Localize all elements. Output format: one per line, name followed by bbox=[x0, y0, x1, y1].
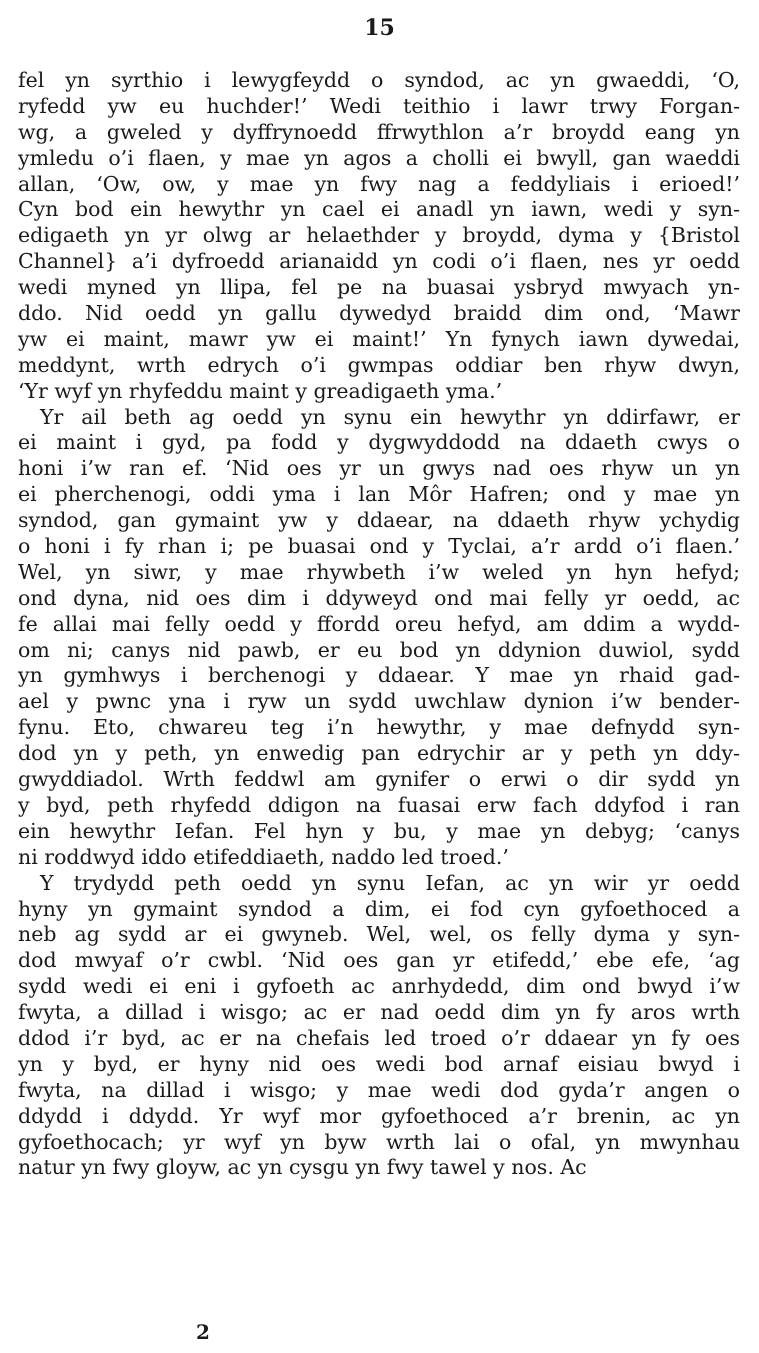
body-text bbox=[18, 68, 740, 1181]
text-line: ein hewythr Iefan. Fel hyn y bu, y mae yn debyg; ‘canys bbox=[18, 818, 740, 843]
text-line: sydd wedi ei eni i gyfoeth ac anrhydedd, dim ond bwyd i’w bbox=[18, 974, 740, 999]
text-line: ddo. Nid oedd yn gallu dywedyd braidd dim ond, ‘Mawr bbox=[18, 301, 740, 326]
text-line: natur yn fwy gloyw, ac yn cysgu yn fwy tawel y nos. Ac bbox=[18, 1155, 587, 1180]
text-line: gwyddiadol. Wrth feddwl am gynifer o erwi o dir sydd yn bbox=[18, 767, 740, 792]
text-line: gyfoethocach; yr wyf yn byw wrth lai o ofal, yn mwynhau bbox=[18, 1129, 740, 1154]
text-line: syndod, gan gymaint yw y ddaear, na ddaeth rhyw ychydig bbox=[18, 508, 740, 533]
text-line: wg, a gweled y dyffrynoedd ffrwythlon a’r broydd eang yn bbox=[18, 119, 740, 144]
text-line: y byd, peth rhyfedd ddigon na fuasai erw fach ddyfod i ran bbox=[18, 792, 740, 817]
text-line: fwyta, a dillad i wisgo; ac er nad oedd dim yn fy aros wrth bbox=[18, 1000, 740, 1025]
text-line: ael y pwnc yna i ryw un sydd uwchlaw dynion i’w bender- bbox=[18, 689, 740, 714]
text-line: honi i’w ran ef. ‘Nid oes yr un gwys nad oes rhyw un yn bbox=[18, 456, 740, 481]
text-line: ddydd i ddydd. Yr wyf mor gyfoethoced a’r brenin, ac yn bbox=[18, 1103, 740, 1128]
signature-mark: 2 bbox=[196, 1320, 210, 1344]
text-line: ddod i’r byd, ac er na chefais led troed o’r ddaear yn fy oes bbox=[18, 1025, 740, 1050]
text-line: allan, ‘Ow, ow, y mae yn fwy nag a feddyliais i erioed!’ bbox=[18, 171, 740, 196]
text-line: yn gymhwys i berchenogi y ddaear. Y mae yn rhaid gad- bbox=[18, 663, 740, 688]
text-line: ei maint i gyd, pa fodd y dygwyddodd na ddaeth cwys o bbox=[18, 430, 740, 455]
paragraph bbox=[18, 68, 740, 405]
text-line: ond dyna, nid oes dim i ddyweyd ond mai felly yr oedd, ac bbox=[18, 585, 740, 610]
text-line: hyny yn gymaint syndod a dim, ei fod cyn gyfoethoced a bbox=[18, 896, 740, 921]
text-line: dod mwyaf o’r cwbl. ‘Nid oes gan yr etifedd,’ ebe efe, ‘ag bbox=[18, 948, 740, 973]
text-line: Yr ail beth ag oedd yn synu ein hewythr yn ddirfawr, er bbox=[40, 404, 740, 429]
text-line: om ni; canys nid pawb, er eu bod yn ddynion duwiol, sydd bbox=[18, 637, 740, 662]
text-line: Cyn bod ein hewythr yn cael ei anadl yn iawn, wedi y syn- bbox=[18, 197, 740, 222]
text-line: wedi myned yn llipa, fel pe na buasai ysbryd mwyach yn- bbox=[18, 275, 740, 300]
text-line: fynu. Eto, chwareu teg i’n hewythr, y mae defnydd syn- bbox=[18, 715, 740, 740]
text-line: ei pherchenogi, oddi yma i lan Môr Hafren; ond y mae yn bbox=[18, 482, 740, 507]
text-line: meddynt, wrth edrych o’i gwmpas oddiar ben rhyw dwyn, bbox=[18, 352, 740, 377]
text-line: yn y byd, er hyny nid oes wedi bod arnaf eisiau bwyd i bbox=[18, 1051, 740, 1076]
page-number: 15 bbox=[364, 15, 395, 41]
text-line: o honi i fy rhan i; pe buasai ond y Tyclai, a’r ardd o’i flaen.’ bbox=[18, 534, 740, 559]
text-line: yw ei maint, mawr yw ei maint!’ Yn fynych iawn dywedai, bbox=[18, 326, 740, 351]
text-line: Y trydydd peth oedd yn synu Iefan, ac yn wir yr oedd bbox=[40, 870, 740, 895]
text-line: fwyta, na dillad i wisgo; y mae wedi dod gyda’r angen o bbox=[18, 1077, 740, 1102]
paragraph bbox=[18, 405, 740, 871]
text-line: fe allai mai felly oedd y ffordd oreu hefyd, am ddim a wydd- bbox=[18, 611, 740, 636]
text-line: ‘Yr wyf yn rhyfeddu maint y greadigaeth yma.’ bbox=[18, 378, 503, 403]
text-line: ymledu o’i flaen, y mae yn agos a cholli ei bwyll, gan waeddi bbox=[18, 145, 740, 170]
text-line: Channel} a’i dyfroedd arianaidd yn codi o’i flaen, nes yr oedd bbox=[18, 249, 740, 274]
text-line: ni roddwyd iddo etifeddiaeth, naddo led troed.’ bbox=[18, 844, 509, 869]
text-line: fel yn syrthio i lewygfeydd o syndod, ac yn gwaeddi, ‘O, bbox=[18, 68, 740, 92]
paragraph bbox=[18, 871, 740, 1182]
text-line: Wel, yn siwr, y mae rhywbeth i’w weled yn hyn hefyd; bbox=[18, 559, 740, 584]
text-line: edigaeth yn yr olwg ar helaethder y broydd, dyma y {Bristol bbox=[18, 223, 740, 248]
text-line: ryfedd yw eu huchder!’ Wedi teithio i lawr trwy Forgan- bbox=[18, 93, 740, 118]
text-line: dod yn y peth, yn enwedig pan edrychir ar y peth yn ddy- bbox=[18, 741, 740, 766]
text-line: neb ag sydd ar ei gwyneb. Wel, wel, os felly dyma y syn- bbox=[18, 922, 740, 947]
